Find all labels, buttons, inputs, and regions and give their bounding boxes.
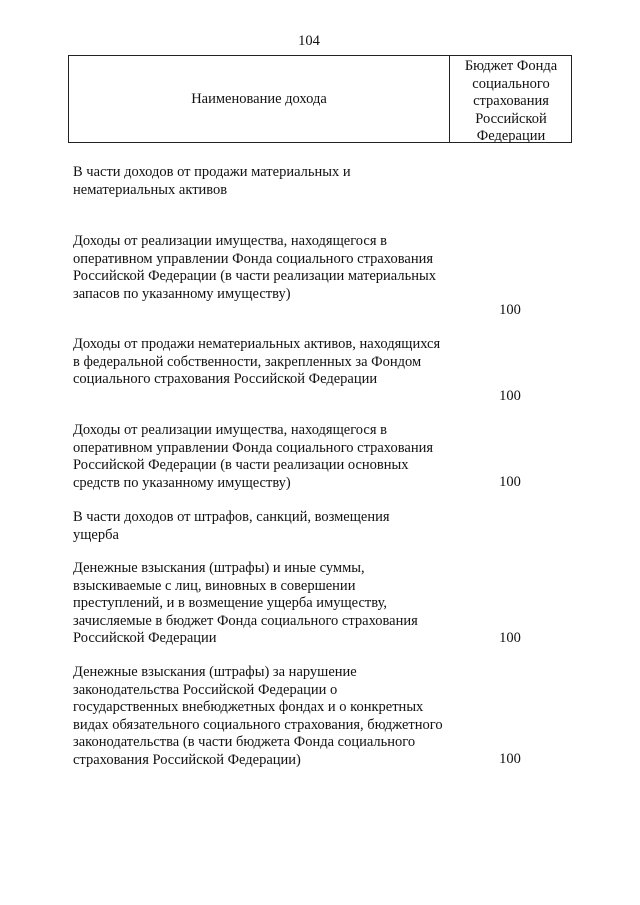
income-entry: Доходы от реализации имущества, находящегося в оперативном управлении Фонда социального страхования Российской Федерации (в части реализации материальных запасов по указанному имуществу) xyxy=(73,233,436,302)
column-header-income-name: Наименование дохода xyxy=(191,90,327,107)
income-value: 100 xyxy=(499,751,521,767)
income-entry: Денежные взыскания (штрафы) за нарушение законодательства Российской Федерации о государственных внебюджетных фондах и о конкретных видах обязательного социального страхования, бюджетного законодательства (в части бюджета Фонда социального страхования Российской Федерации) xyxy=(73,664,443,768)
section-title-fines: В части доходов от штрафов, санкций, возмещения ущерба xyxy=(73,509,390,543)
income-value: 100 xyxy=(499,388,521,404)
income-entry: Денежные взыскания (штрафы) и иные суммы, взыскиваемые с лиц, виновных в совершении преступлений, и в возмещение ущерба имуществу, зачисляемые в бюджет Фонда социального страхования Российской Федерации xyxy=(73,560,418,646)
income-entry: Доходы от реализации имущества, находящегося в оперативном управлении Фонда социального страхования Российской Федерации (в части реализации основных средств по указанному имуществу) xyxy=(73,422,434,491)
section-title-assets: В части доходов от продажи материальных и нематериальных активов xyxy=(73,164,351,198)
column-header-budget: Бюджет Фонда социального страхования Российской Федерации xyxy=(464,58,558,144)
income-value: 100 xyxy=(499,474,521,490)
income-value: 100 xyxy=(499,630,521,646)
table-header xyxy=(68,55,572,143)
income-entry: Доходы от продажи нематериальных активов, находящихся в федеральной собственности, закрепленных за Фондом социального страхования Российской Федерации xyxy=(73,336,441,387)
income-value: 100 xyxy=(499,302,521,318)
page-number: 104 xyxy=(298,33,320,49)
